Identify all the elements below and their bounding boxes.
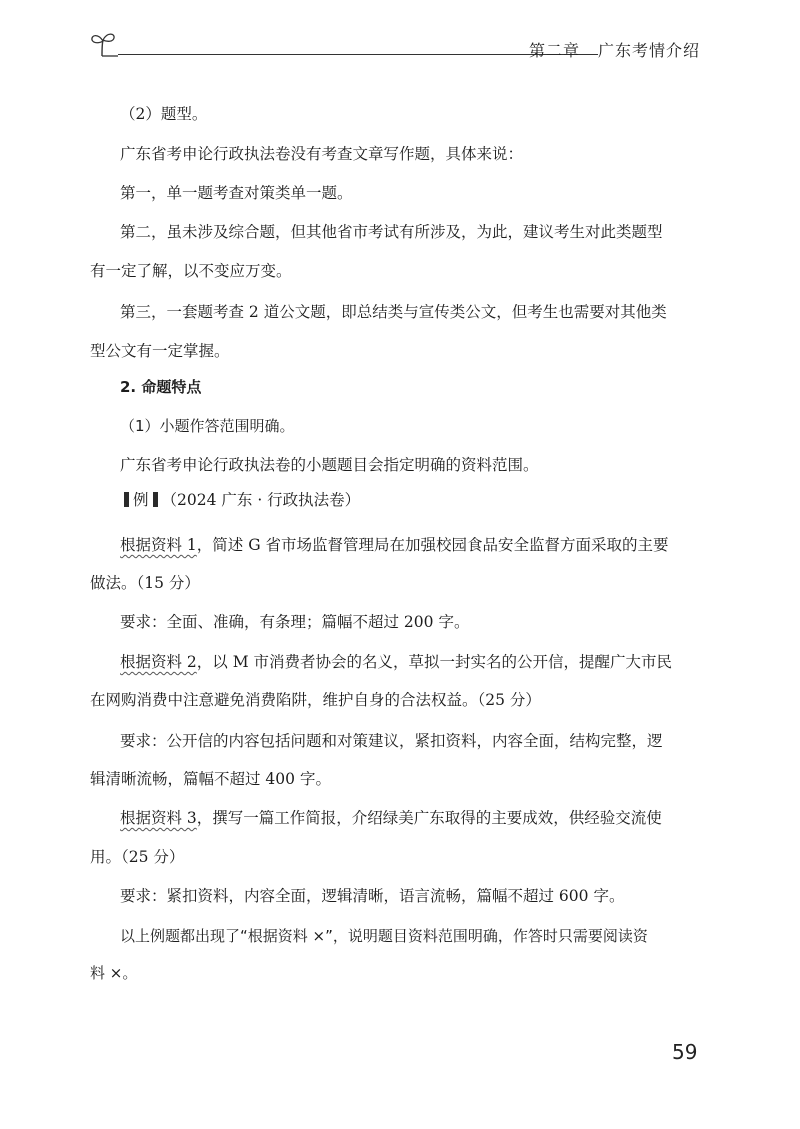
example-heading xyxy=(120,490,360,510)
summary-line2: 料 ×。 xyxy=(90,964,138,982)
question-1-line1 xyxy=(120,535,669,555)
running-header xyxy=(88,28,700,62)
paragraph-second-line2: 有一定了解，以不变应万变。 xyxy=(90,262,292,280)
page-number: 59 xyxy=(672,1040,698,1064)
header-title xyxy=(529,38,700,61)
example-source: （2024 广东 · 行政执法卷） xyxy=(161,491,361,509)
subheading-scope: （1）小题作答范围明确。 xyxy=(120,417,295,435)
question-2-line2: 在网购消费中注意避免消费陷阱，维护自身的合法权益。（25 分） xyxy=(90,691,541,709)
question-2-requirement-line2: 辑清晰流畅，篇幅不超过 400 字。 xyxy=(90,770,331,788)
chapter-label: 第二章 xyxy=(528,41,580,60)
right-bracket-mark xyxy=(153,492,158,507)
question-1-requirement: 要求：全面、准确，有条理；篇幅不超过 200 字。 xyxy=(120,613,470,631)
sprout-icon xyxy=(88,30,118,58)
header-rule xyxy=(118,54,598,55)
question-3-text: ，撰写一篇工作简报，介绍绿美广东取得的主要成效，供经验交流使 xyxy=(196,809,662,827)
question-3-reference: 根据资料 3 xyxy=(120,809,197,827)
question-3-line1 xyxy=(120,808,662,828)
subheading-question-types: （2）题型。 xyxy=(120,105,208,123)
question-2-requirement-line1: 要求：公开信的内容包括问题和对策建议，紧扣资料，内容全面，结构完整，逻 xyxy=(120,732,663,750)
paragraph-intro: 广东省考申论行政执法卷没有考查文章写作题，具体来说： xyxy=(120,145,524,163)
paragraph-first: 第一，单一题考查对策类单一题。 xyxy=(120,184,353,202)
question-2-reference: 根据资料 2 xyxy=(120,653,197,671)
paragraph-third-line2: 型公文有一定掌握。 xyxy=(90,342,230,360)
paragraph-third-line1: 第三，一套题考查 2 道公文题，即总结类与宣传类公文，但考生也需要对其他类 xyxy=(120,303,667,321)
question-3-requirement: 要求：紧扣资料，内容全面，逻辑清晰，语言流畅，篇幅不超过 600 字。 xyxy=(120,887,625,905)
chapter-title: 广东考情介绍 xyxy=(597,41,700,60)
left-bracket-mark xyxy=(124,492,129,507)
question-3-line2: 用。（25 分） xyxy=(90,848,185,866)
question-1-text: ，简述 G 省市场监督管理局在加强校园食品安全监督方面采取的主要 xyxy=(196,536,669,554)
example-label: 例 xyxy=(133,491,149,509)
paragraph-scope: 广东省考申论行政执法卷的小题题目会指定明确的资料范围。 xyxy=(120,456,539,474)
question-1-reference: 根据资料 1 xyxy=(120,536,197,554)
question-1-line2: 做法。（15 分） xyxy=(90,574,200,592)
section-heading: 2. 命题特点 xyxy=(120,378,202,396)
paragraph-second-line1: 第二，虽未涉及综合题，但其他省市考试有所涉及，为此，建议考生对此类题型 xyxy=(120,223,663,241)
question-2-line1 xyxy=(120,652,672,672)
summary-line1: 以上例题都出现了“根据资料 ×”，说明题目资料范围明确，作答时只需要阅读资 xyxy=(120,927,648,945)
question-2-text: ，以 M 市消费者协会的名义，草拟一封实名的公开信，提醒广大市民 xyxy=(196,653,673,671)
